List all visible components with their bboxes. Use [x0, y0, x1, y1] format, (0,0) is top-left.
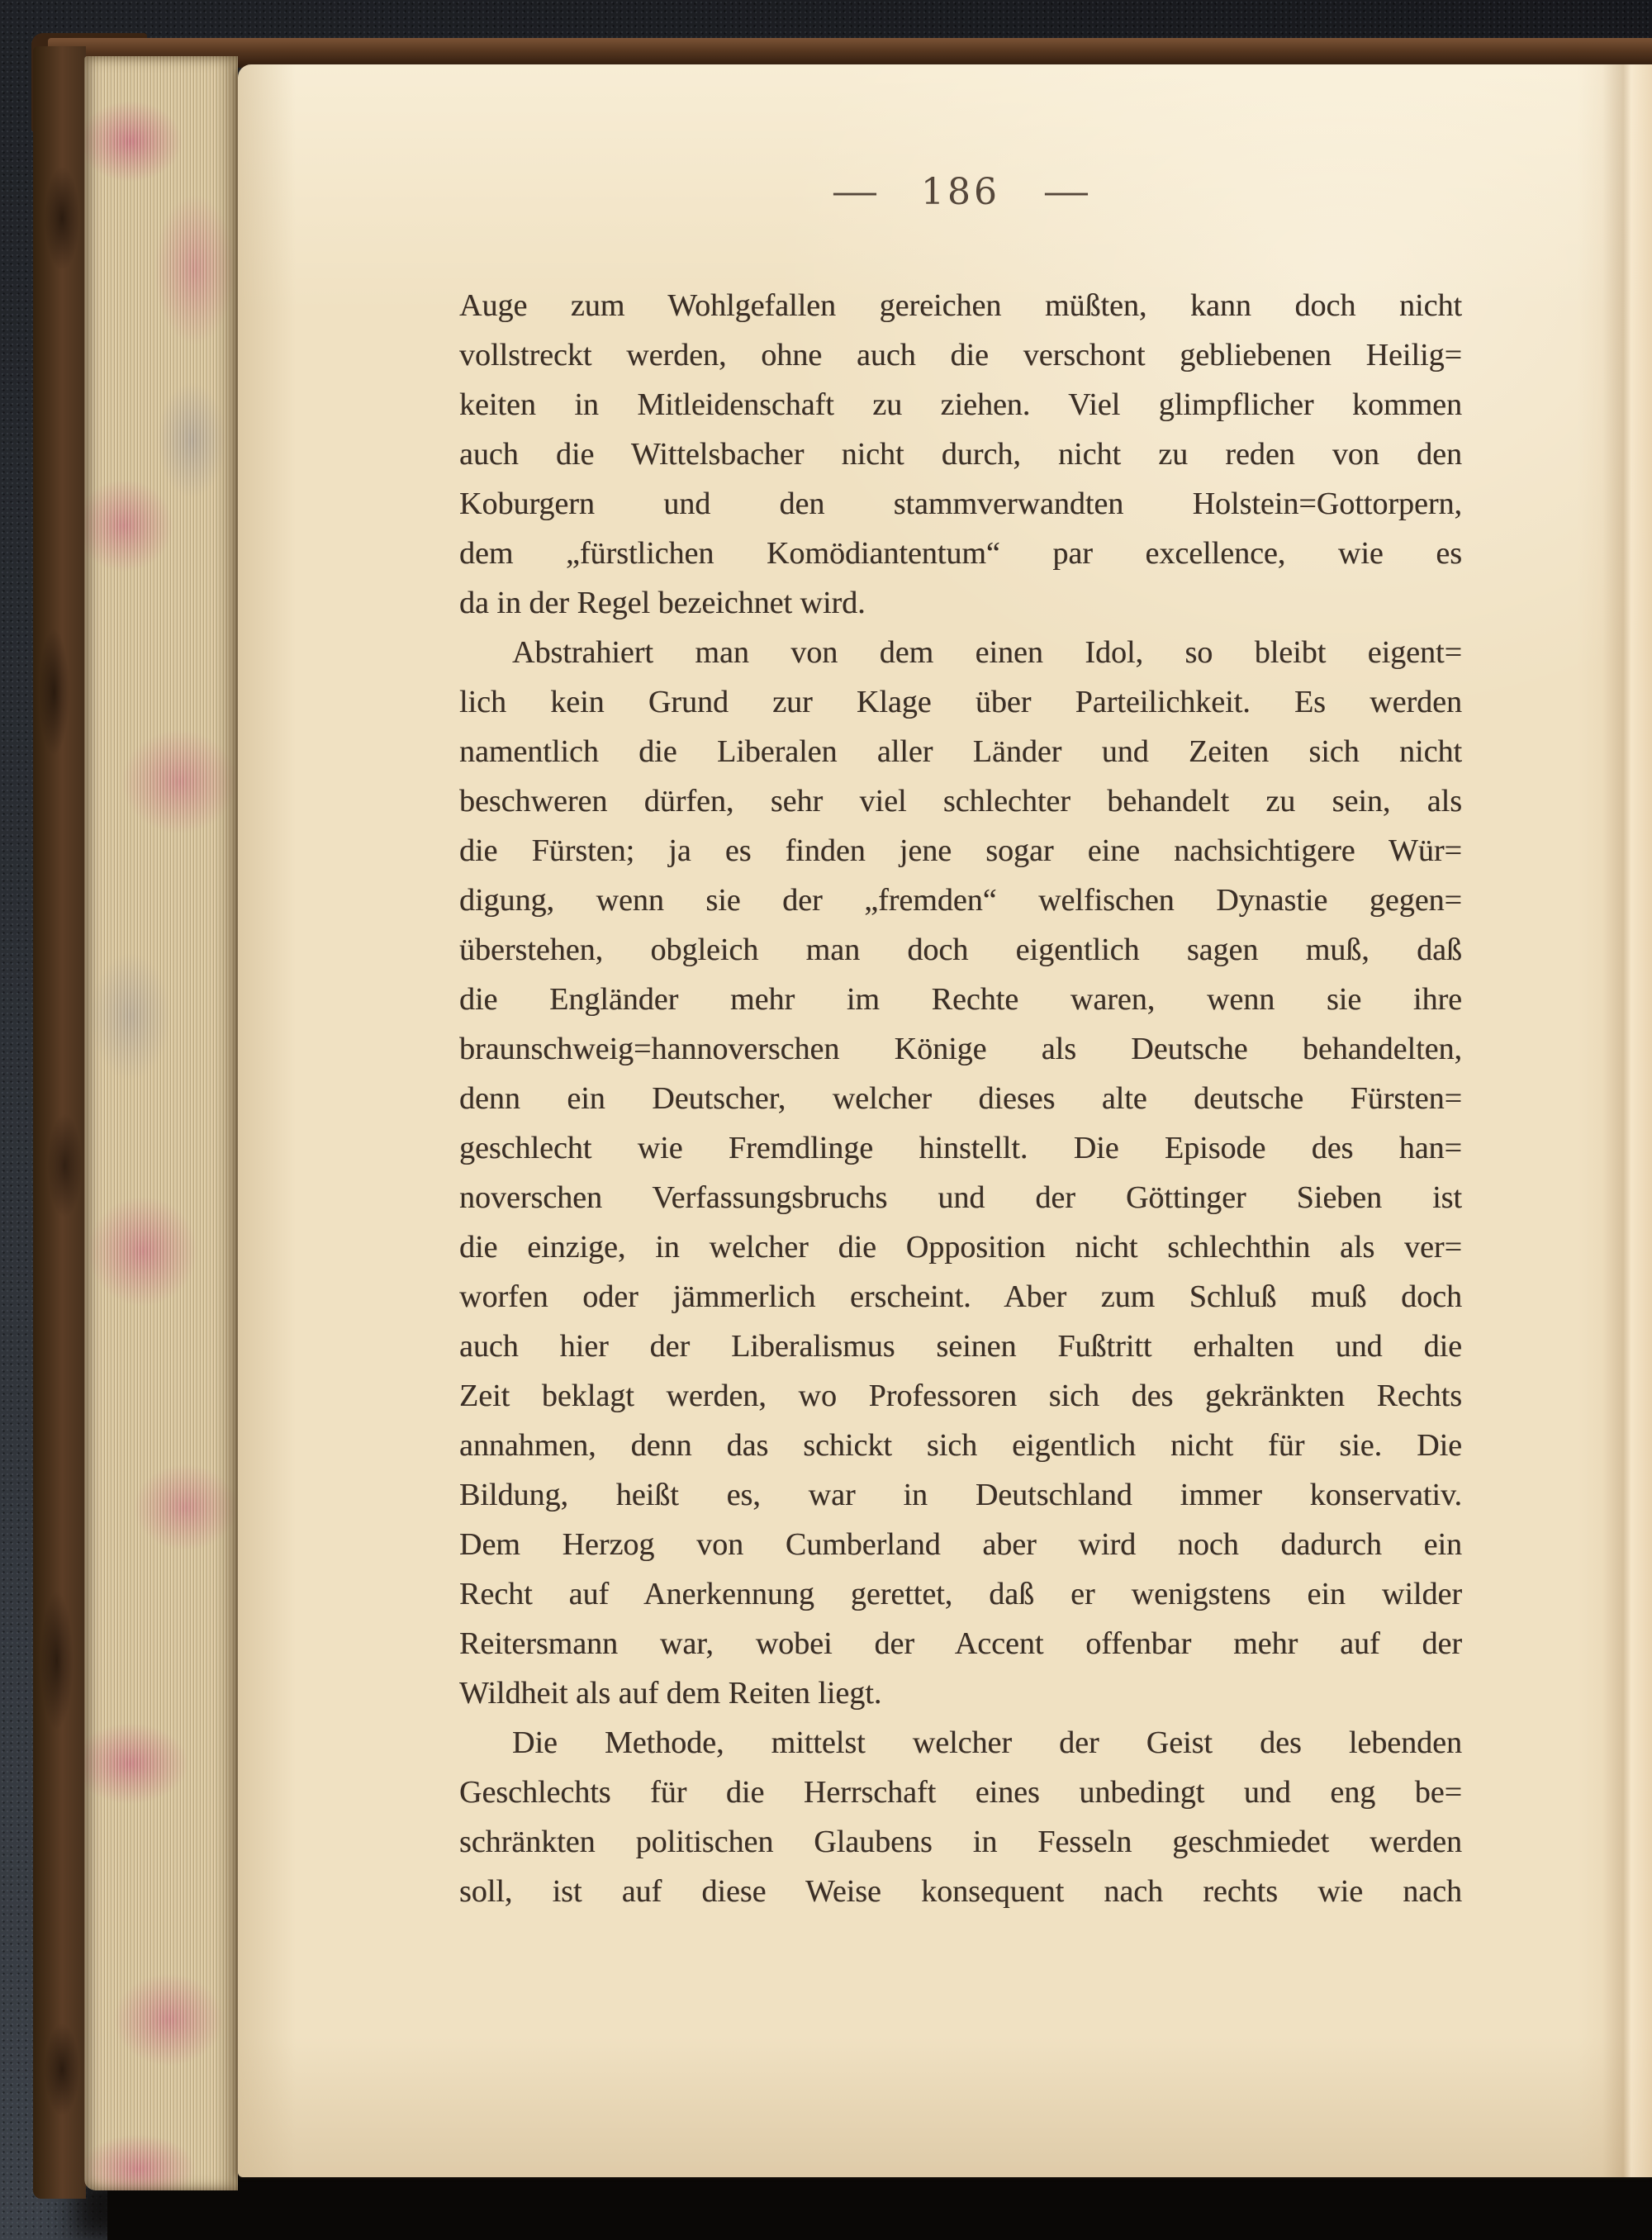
text-line: Wildheit als auf dem Reiten liegt. — [459, 1676, 882, 1711]
text-line: Abstrahiert man von dem einen Idol, so bleibt eigent= — [512, 635, 1462, 670]
text-line: vollstreckt werden, ohne auch die verschont gebliebenen Heilig= — [459, 338, 1462, 373]
text-line: dem „fürstlichen Komödiantentum“ par excellence, wie es — [459, 536, 1462, 571]
book-cover-top-edge — [48, 38, 1652, 68]
text-line: lich kein Grund zur Klage über Parteilichkeit. Es werden — [459, 685, 1462, 719]
text-line: Bildung, heißt es, war in Deutschland immer konservativ. — [459, 1478, 1462, 1512]
text-line: soll, ist auf diese Weise konsequent nach rechts wie nach — [459, 1874, 1462, 1909]
text-line: da in der Regel bezeichnet wird. — [459, 586, 866, 620]
text-line: geschlecht wie Fremdlinge hinstellt. Die Episode des han= — [459, 1131, 1462, 1165]
text-line: überstehen, obgleich man doch eigentlich sagen muß, daß — [459, 933, 1462, 967]
text-line: beschweren dürfen, sehr viel schlechter behandelt zu sein, als — [459, 784, 1462, 819]
page-header — [459, 165, 1462, 218]
text-line: die Engländer mehr im Rechte waren, wenn sie ihre — [459, 982, 1462, 1017]
text-line: die einzige, in welcher die Opposition nicht schlechthin als ver= — [459, 1230, 1462, 1265]
page-fore-edge-marbled — [84, 56, 238, 2190]
text-line: schränkten politischen Glaubens in Fesseln geschmiedet werden — [459, 1825, 1462, 1859]
page-number: 186 — [921, 170, 1000, 213]
text-line: braunschweig=hannoverschen Könige als Deutsche behandelten, — [459, 1032, 1462, 1066]
page-text — [459, 281, 1462, 1916]
text-line: Koburgern und den stammverwandten Holstein=Gottorpern, — [459, 486, 1462, 521]
book-bottom-shadow — [107, 2174, 1652, 2240]
text-line: keiten in Mitleidenschaft zu ziehen. Viel glimpflicher kommen — [459, 387, 1462, 422]
text-line: noverschen Verfassungsbruchs und der Göttinger Sieben ist — [459, 1180, 1462, 1215]
header-dash-left: — — [831, 170, 879, 213]
header-dash-right: — — [1042, 170, 1090, 213]
text-line: Reitersmann war, wobei der Accent offenbar mehr auf der — [459, 1626, 1462, 1661]
text-line: namentlich die Liberalen aller Länder und Zeiten sich nicht — [459, 734, 1462, 769]
text-line: die Fürsten; ja es finden jene sogar eine nachsichtigere Wür= — [459, 833, 1462, 868]
text-line: Recht auf Anerkennung gerettet, daß er wenigstens ein wilder — [459, 1577, 1462, 1611]
text-line: auch die Wittelsbacher nicht durch, nicht zu reden von den — [459, 437, 1462, 472]
text-line: Geschlechts für die Herrschaft eines unbedingt und eng be= — [459, 1775, 1462, 1810]
text-line: Zeit beklagt werden, wo Professoren sich des gekränkten Rechts — [459, 1379, 1462, 1413]
text-line: worfen oder jämmerlich erscheint. Aber zum Schluß muß doch — [459, 1279, 1462, 1314]
text-line: digung, wenn sie der „fremden“ welfischen Dynastie gegen= — [459, 883, 1462, 918]
text-line: Auge zum Wohlgefallen gereichen müßten, kann doch nicht — [459, 288, 1462, 323]
text-line: Dem Herzog von Cumberland aber wird noch dadurch ein — [459, 1527, 1462, 1562]
book-cover-spine — [33, 46, 86, 2199]
gutter-shadow — [1602, 64, 1652, 2177]
book-page — [238, 64, 1652, 2177]
text-line: Die Methode, mittelst welcher der Geist des lebenden — [512, 1725, 1462, 1760]
text-line: denn ein Deutscher, welcher dieses alte deutsche Fürsten= — [459, 1081, 1462, 1116]
text-line: auch hier der Liberalismus seinen Fußtritt erhalten und die — [459, 1329, 1462, 1364]
text-line: annahmen, denn das schickt sich eigentlich nicht für sie. Die — [459, 1428, 1462, 1463]
